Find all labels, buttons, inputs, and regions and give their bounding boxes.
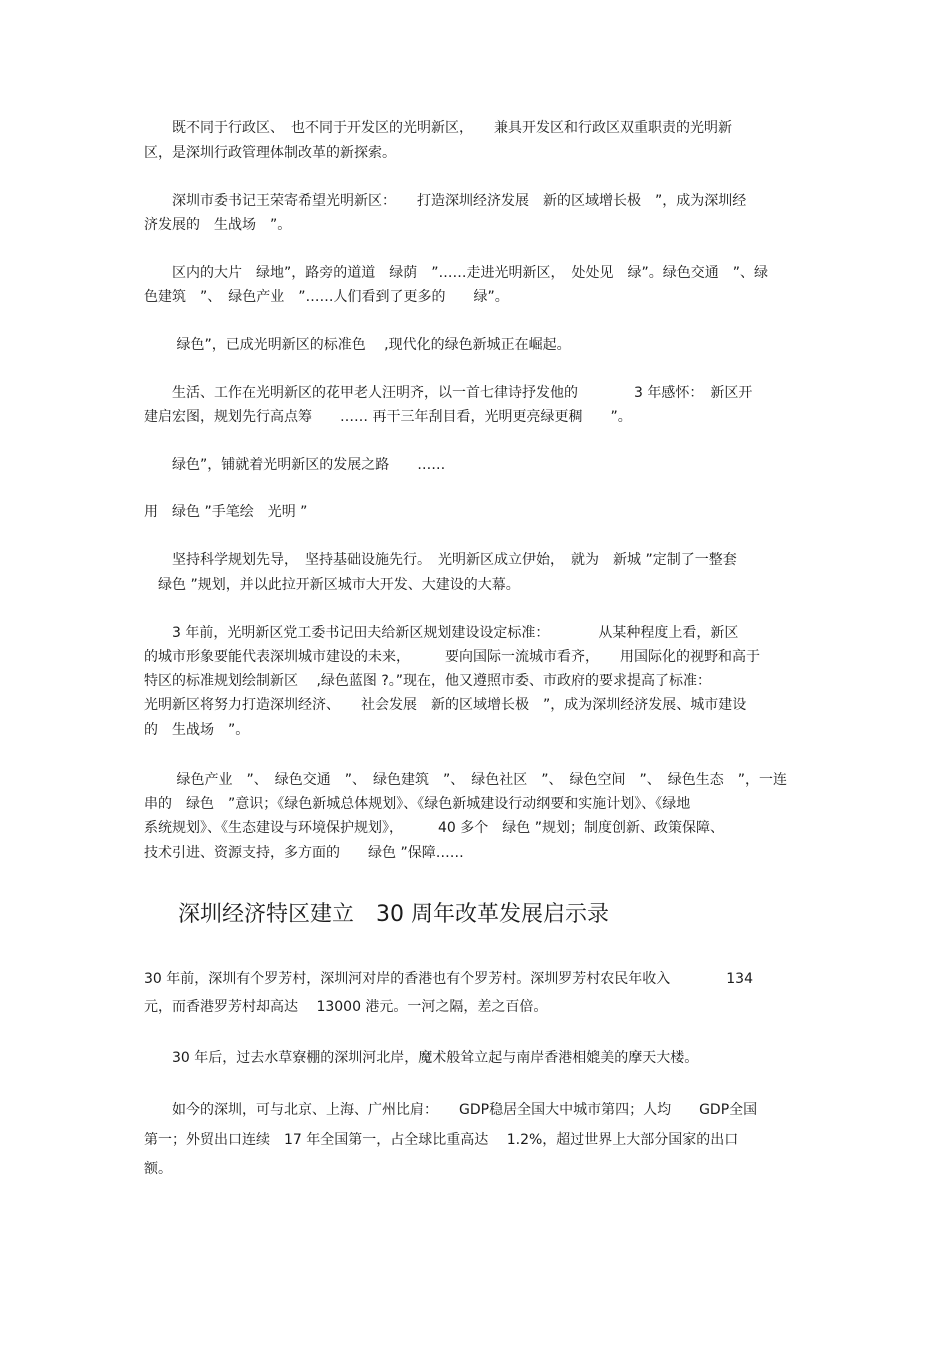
paragraph-line: 区内的大片 绿地”，路旁的道道 绿荫 ”……走进光明新区， 处处见 绿”。绿色交通 ”、绿 bbox=[144, 265, 769, 281]
paragraph-line: 特区的标准规划绘制新区 ,绿色蓝图 ?。”现在，他又遵照市委、市政府的要求提高了标准： bbox=[144, 673, 712, 689]
paragraph-line: 30 年后，过去水草寮棚的深圳河北岸，魔术般耸立起与南岸香港相媲美的摩天大楼。 bbox=[144, 1050, 699, 1066]
paragraph-line: 30 年前，深圳有个罗芳村，深圳河对岸的香港也有个罗芳村。深圳罗芳村农民年收入 134 bbox=[144, 971, 753, 987]
paragraph-line: 坚持科学规划先导， 坚持基础设施先行。 光明新区成立伊始， 就为 新城 ”定制了一整套 bbox=[144, 552, 737, 568]
paragraph-line: 元，而香港罗芳村却高达 13000 港元。一河之隔，差之百倍。 bbox=[144, 999, 548, 1015]
paragraph-line: 系统规划》、《生态建设与环境保护规划》， 40 多个 绿色 ”规划；制度创新、政策保障、 bbox=[144, 820, 724, 836]
paragraph-line: 绿色”，已成光明新区的标准色 ,现代化的绿色新城正在崛起。 bbox=[144, 337, 571, 353]
paragraph-line: 串的 绿色 ”意识；《绿色新城总体规划》、《绿色新城建设行动纲要和实施计划》、《绿地 bbox=[144, 796, 691, 812]
paragraph-line: 的 生战场 ”。 bbox=[144, 722, 250, 738]
paragraph-line: 光明新区将努力打造深圳经济、 社会发展 新的区域增长极 ”，成为深圳经济发展、城市建设 bbox=[144, 697, 747, 713]
paragraph-line: 绿色产业 ”、 绿色交通 ”、 绿色建筑 ”、 绿色社区 ”、 绿色空间 ”、 绿色生态 ”，一连 bbox=[144, 772, 787, 788]
paragraph-line: 既不同于行政区、 也不同于开发区的光明新区， 兼具开发区和行政区双重职责的光明新 bbox=[144, 120, 732, 136]
paragraph-line: 第一；外贸出口连续 17 年全国第一，占全球比重高达 1.2%，超过世界上大部分国家的出口 bbox=[144, 1132, 739, 1148]
paragraph-line: 的城市形象要能代表深圳城市建设的未来， 要向国际一流城市看齐， 用国际化的视野和高于 bbox=[144, 649, 760, 665]
paragraph-line: 技术引进、资源支持，多方面的 绿色 ”保障…… bbox=[144, 845, 464, 861]
article-title: 深圳经济特区建立 30 周年改革发展启示录 bbox=[178, 902, 609, 927]
paragraph-line: 深圳市委书记王荣寄希望光明新区： 打造深圳经济发展 新的区域增长极 ”，成为深圳经 bbox=[144, 193, 747, 209]
paragraph-line: 济发展的 生战场 ”。 bbox=[144, 217, 292, 233]
paragraph-line: 绿色 ”规划，并以此拉开新区城市大开发、大建设的大幕。 bbox=[144, 577, 520, 593]
section-subheading: 用 绿色 ”手笔绘 光明 ” bbox=[144, 504, 308, 520]
paragraph-line: 如今的深圳，可与北京、上海、广州比肩： GDP稳居全国大中城市第四；人均 GDP全国 bbox=[144, 1102, 758, 1118]
paragraph-line: 绿色”，铺就着光明新区的发展之路 …… bbox=[144, 457, 446, 473]
paragraph-line: 3 年前，光明新区党工委书记田夫给新区规划建设设定标准： 从某种程度上看，新区 bbox=[144, 625, 739, 641]
paragraph-line: 建启宏图，规划先行高点筹 …… 再干三年刮目看，光明更亮绿更稠 ”。 bbox=[144, 409, 632, 425]
paragraph-line: 额。 bbox=[144, 1161, 172, 1177]
paragraph-line: 色建筑 ”、 绿色产业 ”……人们看到了更多的 绿”。 bbox=[144, 289, 509, 305]
paragraph-line: 区，是深圳行政管理体制改革的新探索。 bbox=[144, 145, 396, 161]
paragraph-line: 生活、工作在光明新区的花甲老人汪明齐，以一首七律诗抒发他的 3 年感怀： 新区开 bbox=[144, 385, 753, 401]
